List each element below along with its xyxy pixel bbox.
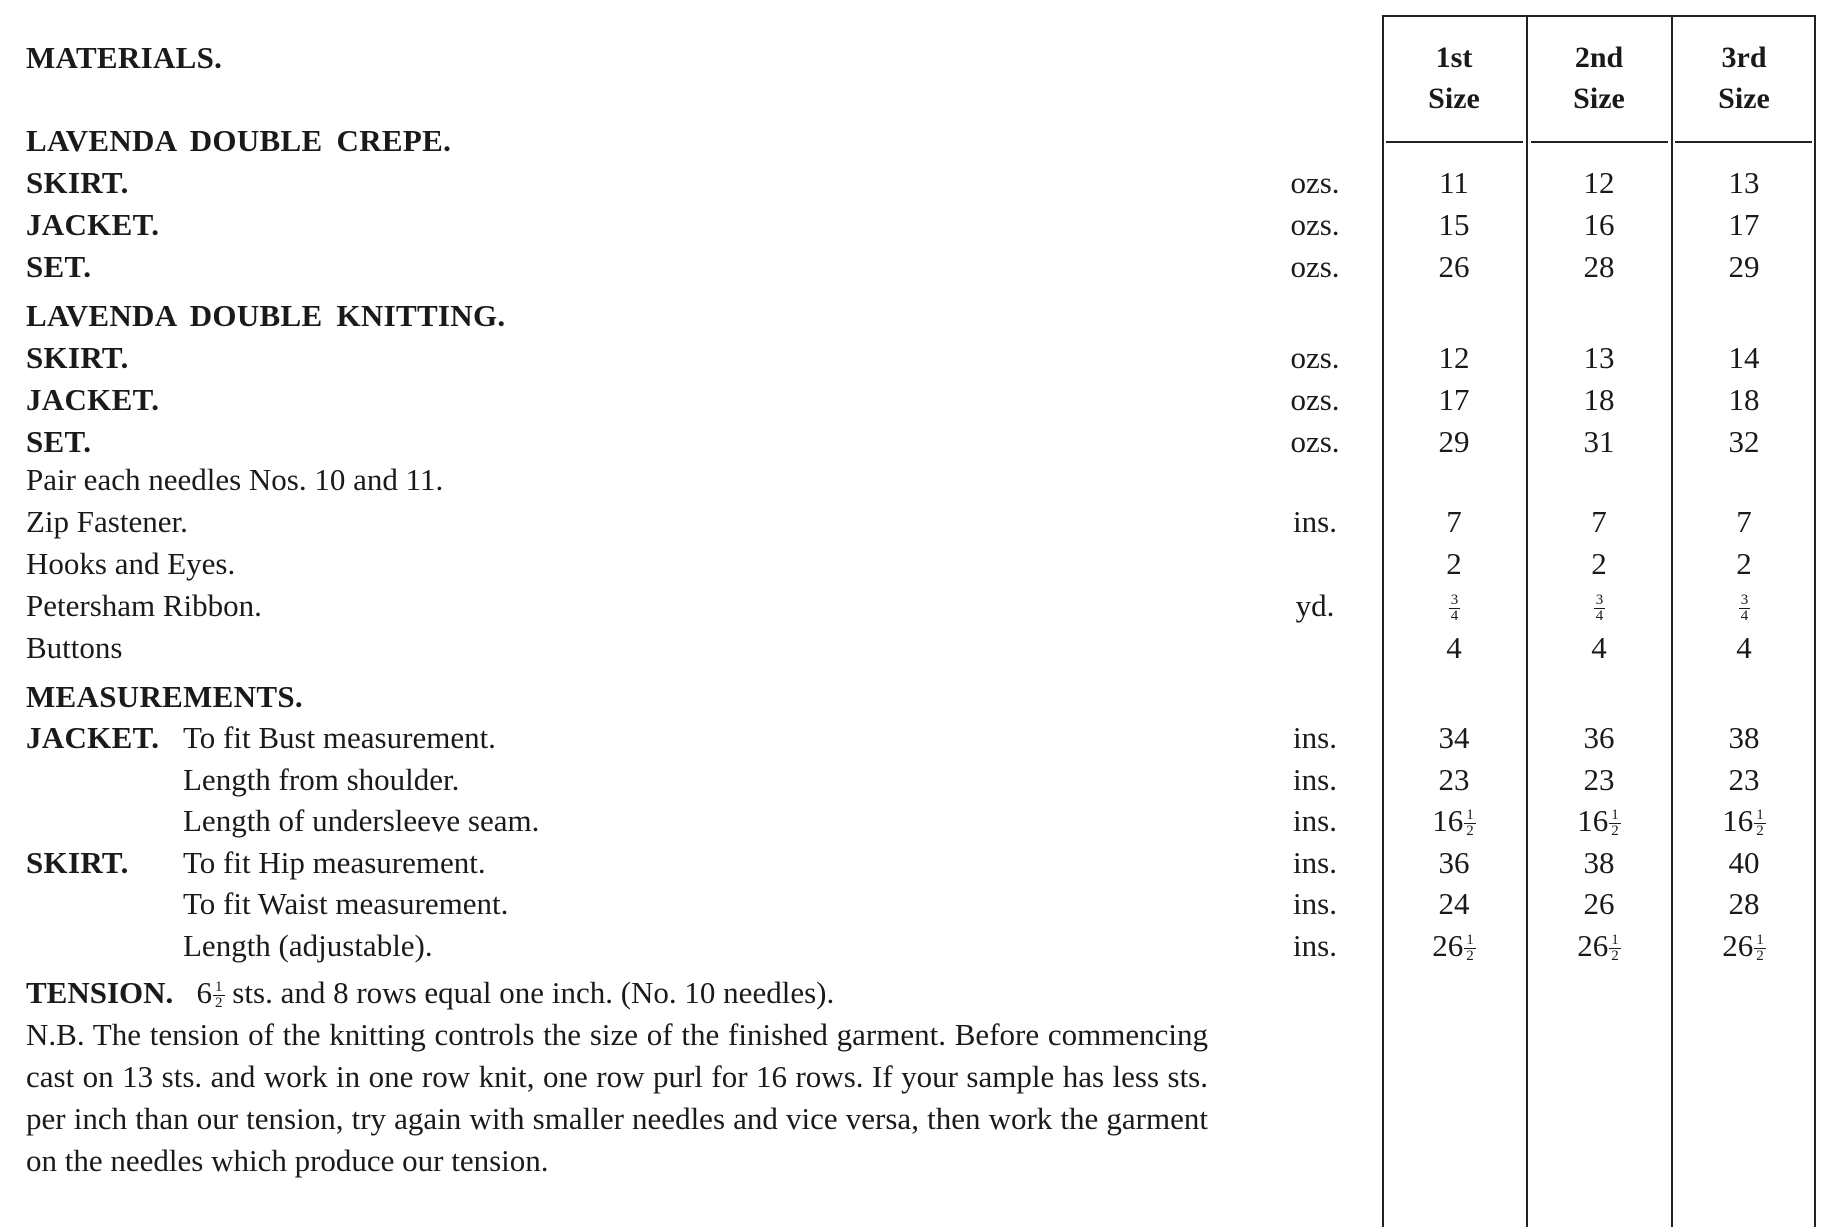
size-3-value: 40 <box>1728 845 1760 880</box>
fraction-glyph: $\frac{1}{2}$ <box>1611 932 1619 965</box>
size-2-value: 28 <box>1583 249 1615 284</box>
size-3-value: 7 <box>1736 504 1752 539</box>
fraction-glyph: $\frac{1}{2}$ <box>1756 932 1764 965</box>
measurements-heading-row <box>0 676 1835 718</box>
size-1-value: 11 <box>1439 165 1469 200</box>
row-unit: ins. <box>1293 504 1337 539</box>
size-2-value: 26 $\frac{1}{2}$ <box>1577 928 1619 965</box>
table-row <box>0 501 1835 543</box>
measurements-heading: MEASUREMENTS. <box>26 679 303 714</box>
size-header-2-word: Size <box>1573 82 1625 115</box>
size-3-value: 29 <box>1728 249 1760 284</box>
size-2-value <box>1529 585 1669 627</box>
row-label: Length of undersleeve seam. <box>183 803 540 838</box>
row-label: Hooks and Eyes. <box>26 546 236 581</box>
crepe-heading-row <box>0 120 1835 162</box>
size-2-value: 31 <box>1583 424 1615 459</box>
row-label: Length (adjustable). <box>183 928 433 963</box>
row-unit: ozs. <box>1290 249 1340 284</box>
size-2-value: 26 <box>1583 886 1615 921</box>
table-row <box>0 759 1835 801</box>
row-unit: ozs. <box>1290 382 1340 417</box>
row-unit: ozs. <box>1290 207 1340 242</box>
fraction-glyph: $\frac{1}{2}$ <box>1756 807 1764 840</box>
materials-heading-row <box>0 37 1835 79</box>
row-unit: ozs. <box>1290 165 1340 200</box>
size-3-value: 32 <box>1728 424 1760 459</box>
tension-notes <box>26 972 1208 1182</box>
row-label: Buttons <box>26 630 123 665</box>
row-unit: ins. <box>1293 886 1337 921</box>
row-label: JACKET. <box>26 207 160 242</box>
size-1-value: 26 <box>1438 249 1470 284</box>
table-row <box>0 543 1835 585</box>
size-1-value <box>1384 585 1524 627</box>
table-row <box>0 842 1835 884</box>
table-row <box>0 717 1835 759</box>
table-row <box>0 379 1835 421</box>
size-1-value: 36 <box>1438 845 1470 880</box>
fraction-glyph: $\frac{3}{4}$ <box>1450 592 1459 625</box>
size-2-value: 38 <box>1583 845 1615 880</box>
fraction-glyph: $\frac{3}{4}$ <box>1595 592 1604 625</box>
row-unit: ins. <box>1293 928 1337 963</box>
size-1-value: 15 <box>1438 207 1470 242</box>
size-header-1-ordinal: 1st <box>1435 41 1473 74</box>
row-label: Petersham Ribbon. <box>26 588 262 623</box>
tension-line <box>26 972 1208 1014</box>
row-label: Length from shoulder. <box>183 762 460 797</box>
size-1-value: 24 <box>1438 886 1470 921</box>
size-2-value: 12 <box>1583 165 1615 200</box>
size-2-value: 16 <box>1583 207 1615 242</box>
size-3-value: 13 <box>1728 165 1760 200</box>
knitting-heading-row <box>0 295 1835 337</box>
table-row <box>0 883 1835 925</box>
size-3-value: 4 <box>1736 630 1752 665</box>
size-2-value: 36 <box>1583 720 1615 755</box>
size-2-value: 16 $\frac{1}{2}$ <box>1577 803 1619 840</box>
table-row <box>0 421 1835 463</box>
size-2-value: 7 <box>1591 504 1607 539</box>
row-label: SET. <box>26 424 92 459</box>
size-1-value: 34 <box>1438 720 1470 755</box>
nb-paragraph: N.B. The tension of the knitting controls the size of the finished garment. Before commencing cast on 13 sts. and work in one row knit, one row purl for 16 rows. If your sample has less sts. per inch than our tension, try again with smaller needles and vice versa, then work the garment on the needles which produce our tension. <box>26 1017 1208 1178</box>
size-1-value: 29 <box>1438 424 1470 459</box>
size-1-value: 16 $\frac{1}{2}$ <box>1432 803 1474 840</box>
size-3-value: 18 <box>1728 382 1760 417</box>
size-3-value: 2 <box>1736 546 1752 581</box>
group-label: JACKET. <box>26 720 160 755</box>
size-2-value: 23 <box>1583 762 1615 797</box>
table-top-rule <box>1382 15 1816 17</box>
row-label: SKIRT. <box>26 165 129 200</box>
size-header-3-word: Size <box>1718 82 1770 115</box>
fraction-glyph: $\frac{1}{2}$ <box>1466 932 1474 965</box>
size-3-value <box>1674 585 1814 627</box>
fraction-glyph: $\frac{1}{2}$ <box>215 979 223 1012</box>
table-row <box>0 925 1835 967</box>
table-row <box>0 800 1835 842</box>
size-2-value: 4 <box>1591 630 1607 665</box>
fraction-glyph: $\frac{1}{2}$ <box>1611 807 1619 840</box>
row-unit: yd. <box>1295 588 1335 623</box>
table-row <box>0 337 1835 379</box>
size-2-value: 2 <box>1591 546 1607 581</box>
size-2-value: 18 <box>1583 382 1615 417</box>
row-label: SKIRT. <box>26 340 129 375</box>
fraction-glyph: $\frac{3}{4}$ <box>1740 592 1749 625</box>
fraction-glyph: $\frac{1}{2}$ <box>1466 807 1474 840</box>
table-row <box>0 627 1835 669</box>
size-1-value: 7 <box>1446 504 1462 539</box>
size-1-value: 12 <box>1438 340 1470 375</box>
size-1-value: 17 <box>1438 382 1470 417</box>
size-3-value: 17 <box>1728 207 1760 242</box>
tension-text: 6 $\frac{1}{2}$ sts. and 8 rows equal one inch. (No. 10 needles). <box>196 975 835 1012</box>
size-3-value: 26 $\frac{1}{2}$ <box>1722 928 1764 965</box>
size-3-value: 14 <box>1728 340 1760 375</box>
row-unit: ozs. <box>1290 340 1340 375</box>
knitting-heading: LAVENDA DOUBLE KNITTING. <box>26 298 506 333</box>
size-1-value: 2 <box>1446 546 1462 581</box>
size-3-value: 28 <box>1728 886 1760 921</box>
row-unit: ins. <box>1293 803 1337 838</box>
size-header-2-ordinal: 2nd <box>1574 41 1624 74</box>
row-unit: ins. <box>1293 720 1337 755</box>
size-3-value: 23 <box>1728 762 1760 797</box>
table-row <box>0 459 1835 501</box>
size-header-3-ordinal: 3rd <box>1721 41 1767 74</box>
materials-heading: MATERIALS. <box>26 40 223 75</box>
table-row <box>0 585 1835 627</box>
table-row <box>0 162 1835 204</box>
row-label: Pair each needles Nos. 10 and 11. <box>26 462 444 497</box>
row-label: JACKET. <box>26 382 160 417</box>
table-row <box>0 246 1835 288</box>
crepe-heading: LAVENDA DOUBLE CREPE. <box>26 123 452 158</box>
row-unit: ins. <box>1293 762 1337 797</box>
size-3-value: 16 $\frac{1}{2}$ <box>1722 803 1764 840</box>
row-label: SET. <box>26 249 92 284</box>
size-1-value: 26 $\frac{1}{2}$ <box>1432 928 1474 965</box>
size-3-value: 38 <box>1728 720 1760 755</box>
table-row <box>0 204 1835 246</box>
row-label: To fit Waist measurement. <box>183 886 509 921</box>
size-1-value: 4 <box>1446 630 1462 665</box>
size-1-value: 23 <box>1438 762 1470 797</box>
row-label: To fit Hip measurement. <box>183 845 486 880</box>
row-unit: ins. <box>1293 845 1337 880</box>
row-label: Zip Fastener. <box>26 504 188 539</box>
size-header-1-word: Size <box>1428 82 1480 115</box>
row-unit: ozs. <box>1290 424 1340 459</box>
group-label: SKIRT. <box>26 845 129 880</box>
row-label: To fit Bust measurement. <box>183 720 496 755</box>
tension-label: TENSION. <box>26 975 174 1010</box>
size-2-value: 13 <box>1583 340 1615 375</box>
